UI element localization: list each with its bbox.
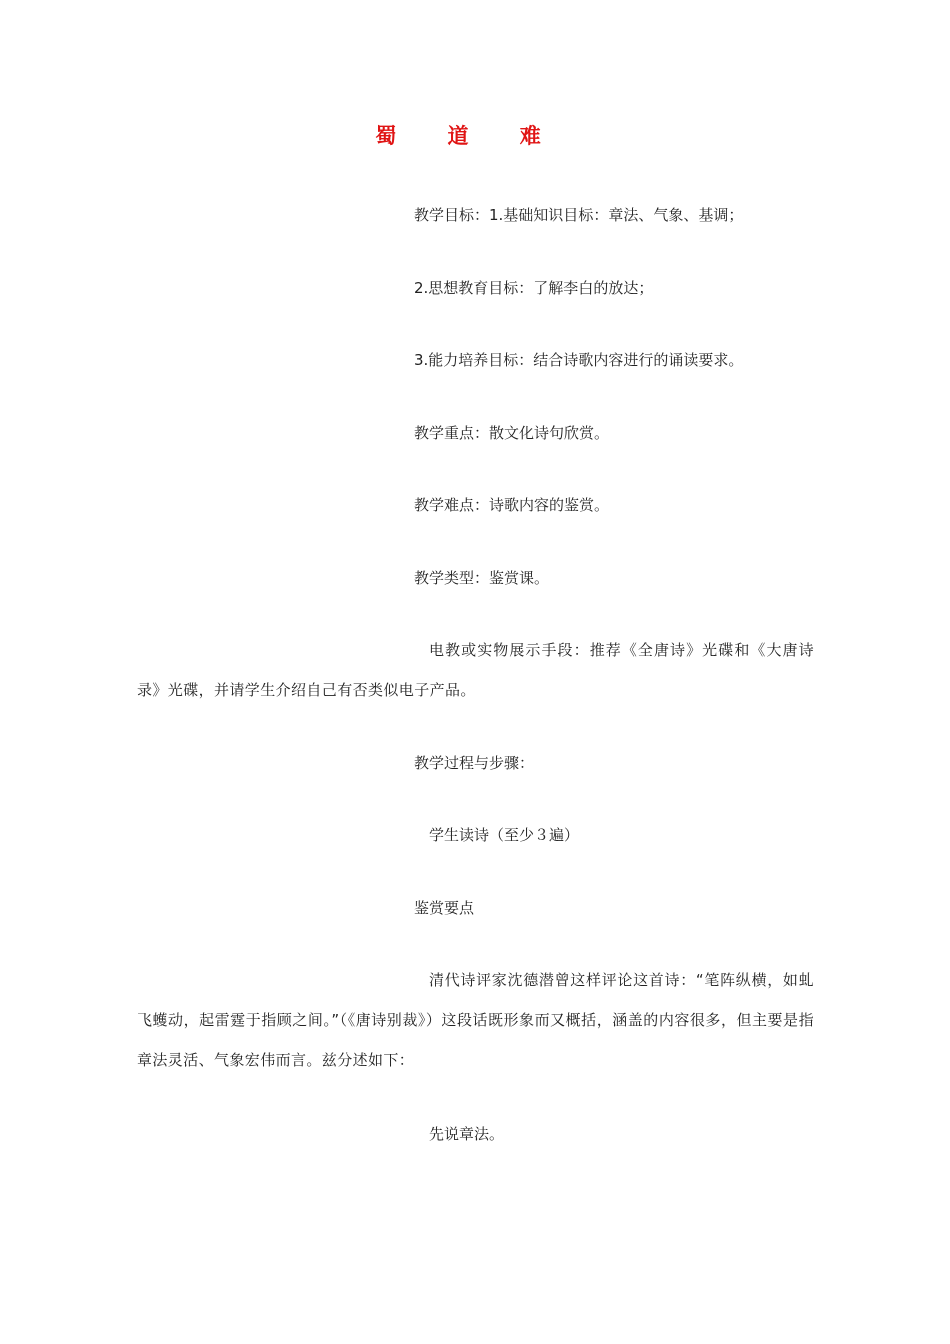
appreciation-heading: 鉴赏要点 xyxy=(414,899,475,917)
read-poem-step: 学生读诗（至少３遍） xyxy=(429,826,580,844)
teaching-goal-3: 3.能力培养目标：结合诗歌内容进行的诵读要求。 xyxy=(414,351,744,369)
structure-heading: 先说章法。 xyxy=(429,1125,505,1143)
teaching-goal-2: 2.思想教育目标：了解李白的放达； xyxy=(414,279,654,297)
teaching-type: 教学类型：鉴赏课。 xyxy=(414,569,550,587)
teaching-goal-1: 教学目标：1.基础知识目标：章法、气象、基调； xyxy=(414,206,744,224)
teaching-process-heading: 教学过程与步骤： xyxy=(414,754,535,772)
teaching-key-point: 教学重点：散文化诗句欣赏。 xyxy=(414,424,610,442)
critique-paragraph: 清代诗评家沈德潜曾这样评论这首诗：“笔阵纵横，如虬飞蠖动，起雷霆于指顾之间。”（《唐诗别裁》）这段话既形象而又概括，涵盖的内容很多，但主要是指章法灵活、气象宏伟而言。兹分述如下： xyxy=(137,971,814,1069)
teaching-difficulty: 教学难点：诗歌内容的鉴赏。 xyxy=(414,496,610,514)
teaching-media-paragraph: 电教或实物展示手段：推荐《全唐诗》光碟和《大唐诗录》光碟，并请学生介绍自己有否类似电子产品。 xyxy=(137,641,814,699)
document-title: 蜀 道 难 xyxy=(375,123,563,148)
